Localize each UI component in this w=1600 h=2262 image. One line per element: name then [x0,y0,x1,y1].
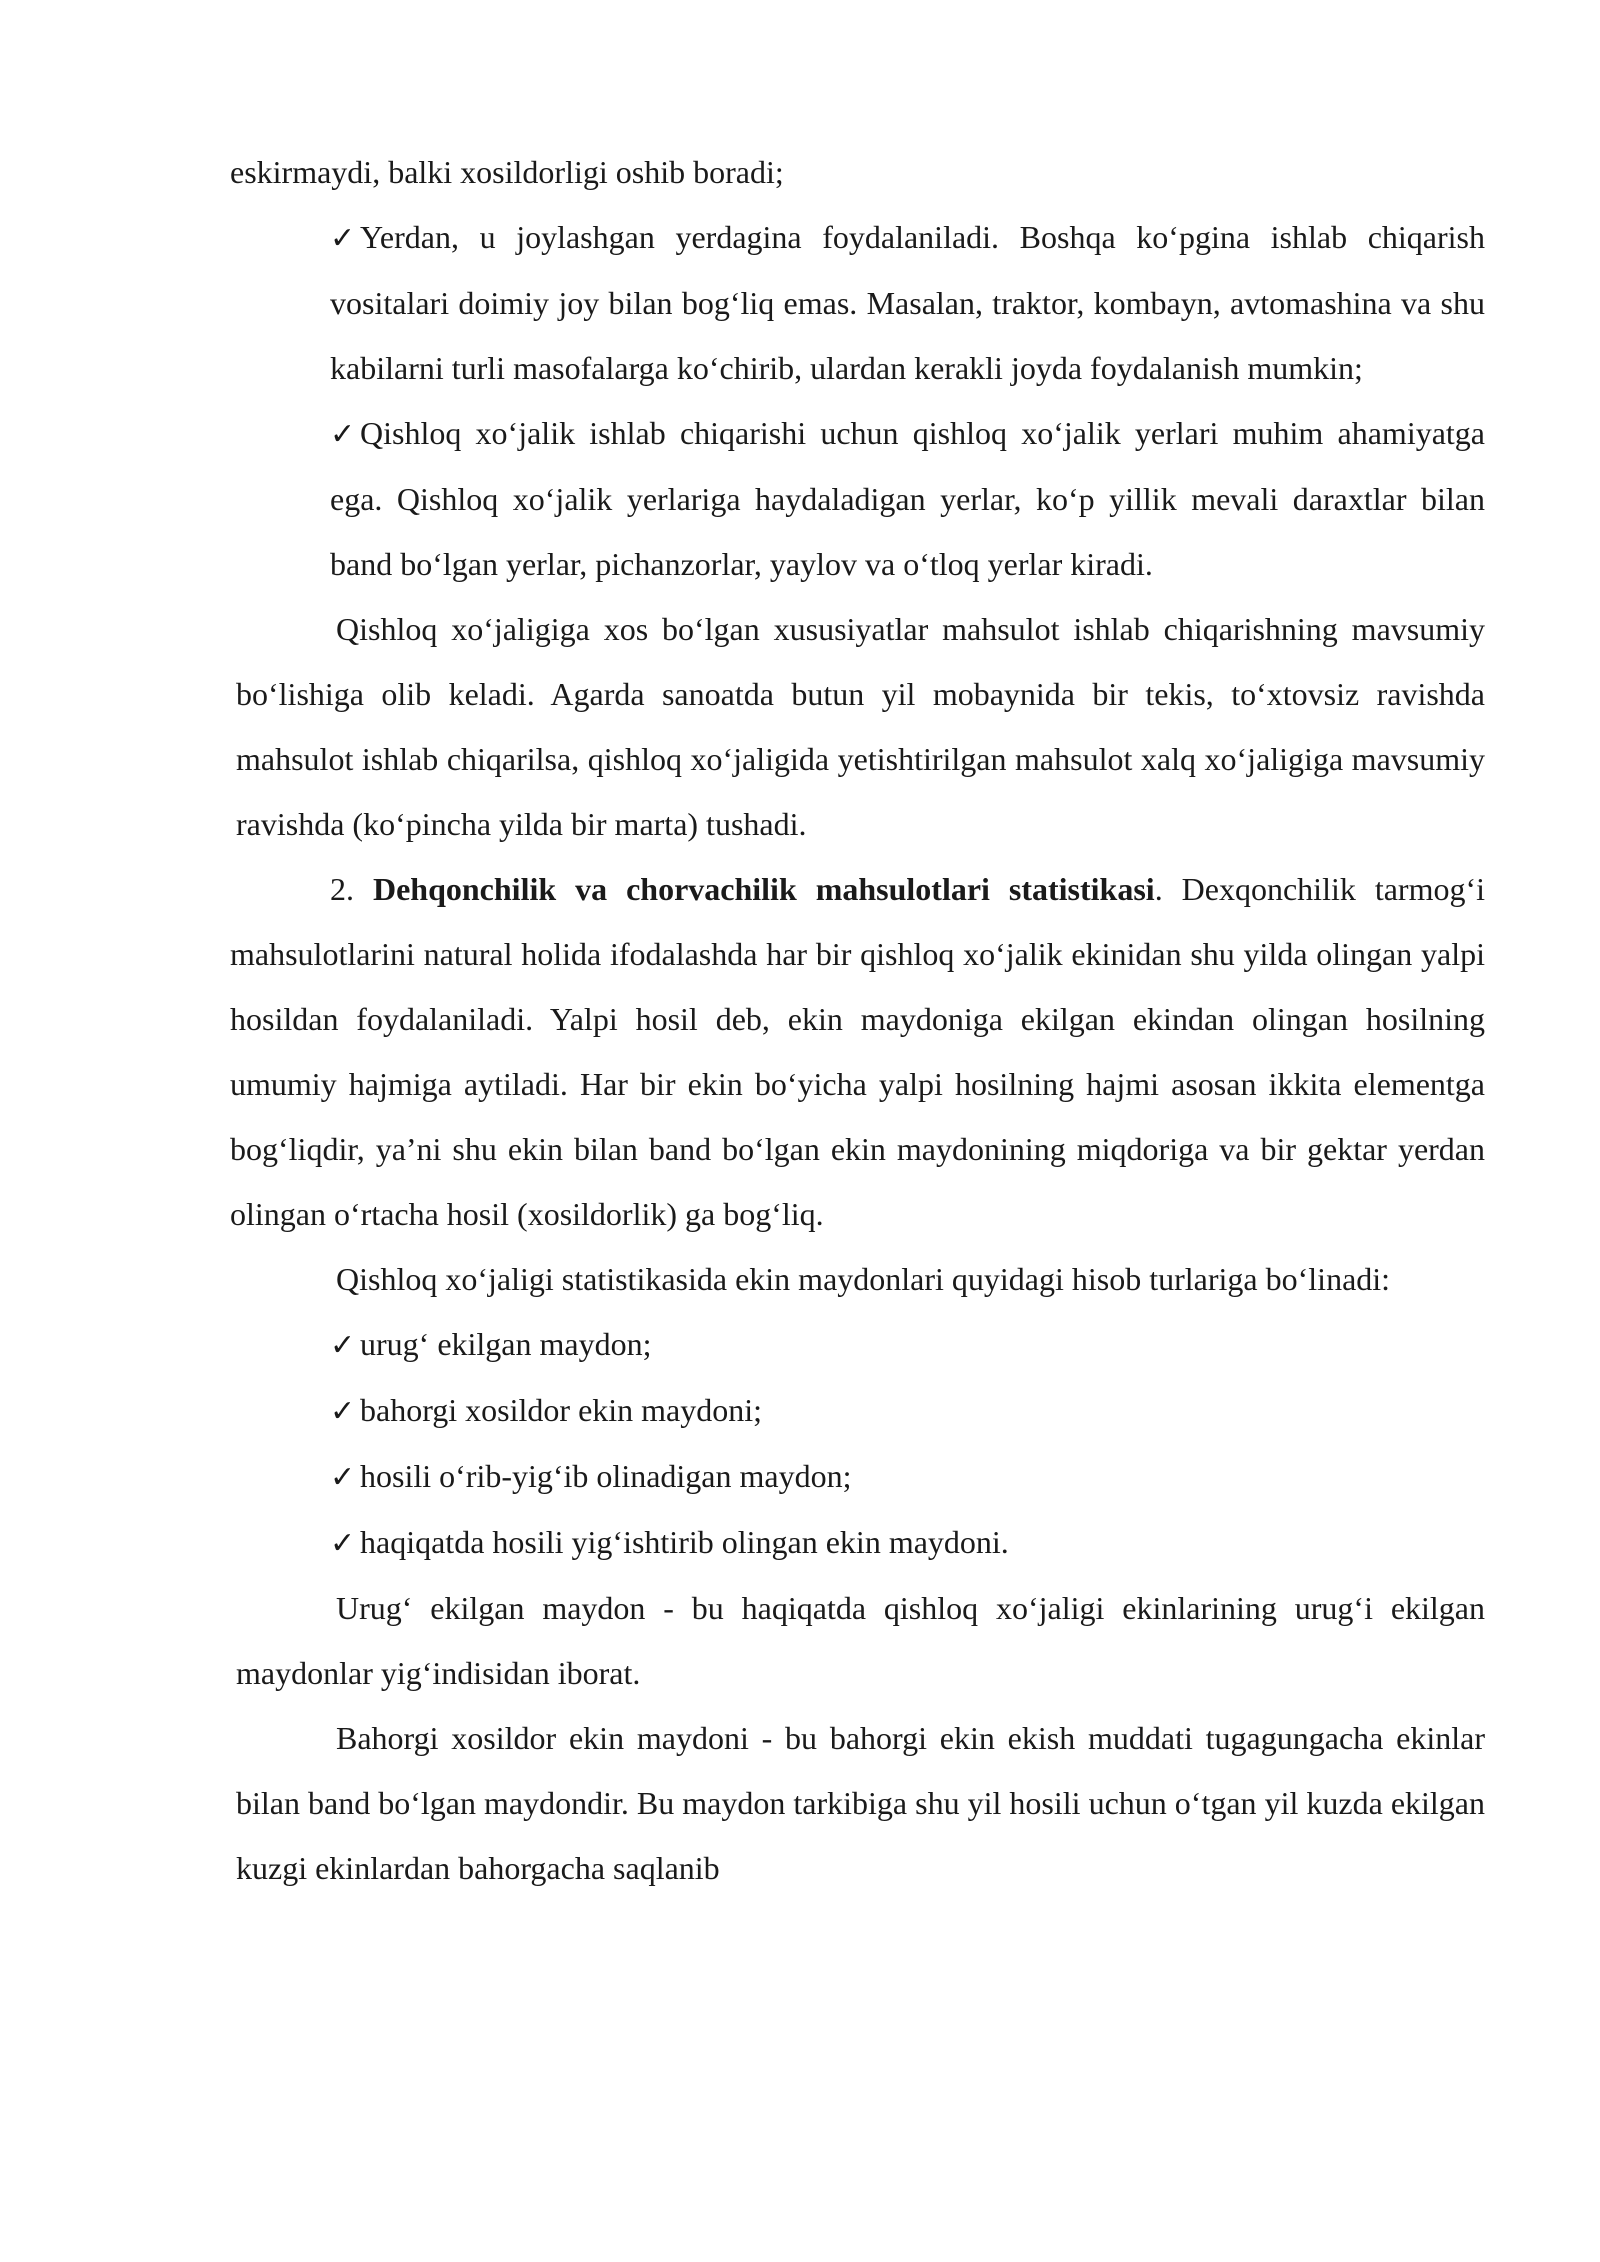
paragraph-sown-area-definition: Urug‘ ekilgan maydon - bu haqiqatda qishloq xo‘jaligi ekinlarining urug‘i ekilgan maydonlar yig‘indisidan iborat. [236,1590,1485,1691]
paragraph-section-2 [230,857,1485,1247]
list-item-text: haqiqatda hosili yig‘ishtirib olingan ekin maydoni. [360,1524,1009,1560]
checkmark-icon: ✓ [330,1328,356,1363]
checkmark-icon: ✓ [330,417,356,452]
checklist-item-text: Yerdan, u joylashgan yerdagina foydalaniladi. Boshqa ko‘pgina ishlab chiqarish vositalari doimiy joy bilan bog‘liq emas. Masalan, traktor, kombayn, avtomashina va shu kabilarni turli masofalarga ko‘chirib, ulardan kerakli joyda foydalanish mumkin; [330,219,1485,386]
checklist-item-text: Qishloq xo‘jalik ishlab chiqarishi uchun qishloq xo‘jalik yerlari muhim ahamiyatga ega. Qishloq xo‘jalik yerlariga haydaladigan yerlar, ko‘p yillik mevali daraxtlar bilan band bo‘lgan yerlar, pichanzorlar, yaylov va o‘tloq yerlar kiradi. [330,415,1485,582]
list-item-sown-area [230,1312,1485,1378]
list-item-harvested-area [230,1510,1485,1576]
paragraph-spring-area-definition: Bahorgi xosildor ekin maydoni - bu bahorgi ekin ekish muddati tugagungacha ekinlar bilan band bo‘lgan maydondir. Bu maydon tarkibiga shu yil hosili uchun o‘tgan yil kuzda ekilgan kuzgi ekinlardan bahorgacha saqlanib [236,1720,1485,1886]
paragraph-continuation: eskirmaydi, balki xosildorligi oshib boradi; [230,154,784,190]
checklist-item-land-location [230,205,1485,401]
list-item-text: bahorgi xosildor ekin maydoni; [360,1392,763,1428]
paragraph-seasonality: Qishloq xo‘jaligiga xos bo‘lgan xususiyatlar mahsulot ishlab chiqarishning mavsumiy bo‘lishiga olib keladi. Agarda sanoatda butun yil mobaynida bir tekis, to‘xtovsiz ravishda mahsulot ishlab chiqarilsa, qishloq xo‘jaligida yetishtirilgan mahsulot xalq xo‘jaligiga mavsumiy ravishda (ko‘pincha yilda bir marta) tushadi. [236,611,1485,842]
list-item-text: urug‘ ekilgan maydon; [360,1326,652,1362]
paragraph-crop-areas-intro: Qishloq xo‘jaligi statistikasida ekin maydonlari quyidagi hisob turlariga bo‘linadi: [336,1261,1391,1297]
list-item-text: hosili o‘rib-yig‘ib olinadigan maydon; [360,1458,852,1494]
checkmark-icon: ✓ [330,1526,356,1561]
section-number: 2. [330,871,354,907]
document-body [230,140,1485,1901]
checklist-item-agricultural-land [230,401,1485,597]
list-item-harvestable-area [230,1444,1485,1510]
checkmark-icon: ✓ [330,1394,356,1429]
checkmark-icon: ✓ [330,221,356,256]
checkmark-icon: ✓ [330,1460,356,1495]
section-heading: Dehqonchilik va chorvachilik mahsulotlari statistikasi [372,871,1155,907]
section-text: . Dexqonchilik tarmog‘i mahsulotlarini natural holida ifodalashda har bir qishloq xo‘jalik ekinidan shu yilda olingan yalpi hosildan foydalaniladi. Yalpi hosil deb, ekin maydoniga ekilgan ekindan olingan hosilning umumiy hajmiga aytiladi. Har bir ekin bo‘yicha yalpi hosilning hajmi asosan ikkita elementga bog‘liqdir, ya’ni shu ekin bilan band bo‘lgan ekin maydonining miqdoriga va bir gektar yerdan olingan o‘rtacha hosil (xosildorlik) ga bog‘liq. [230,871,1486,1232]
list-item-spring-area [230,1378,1485,1444]
